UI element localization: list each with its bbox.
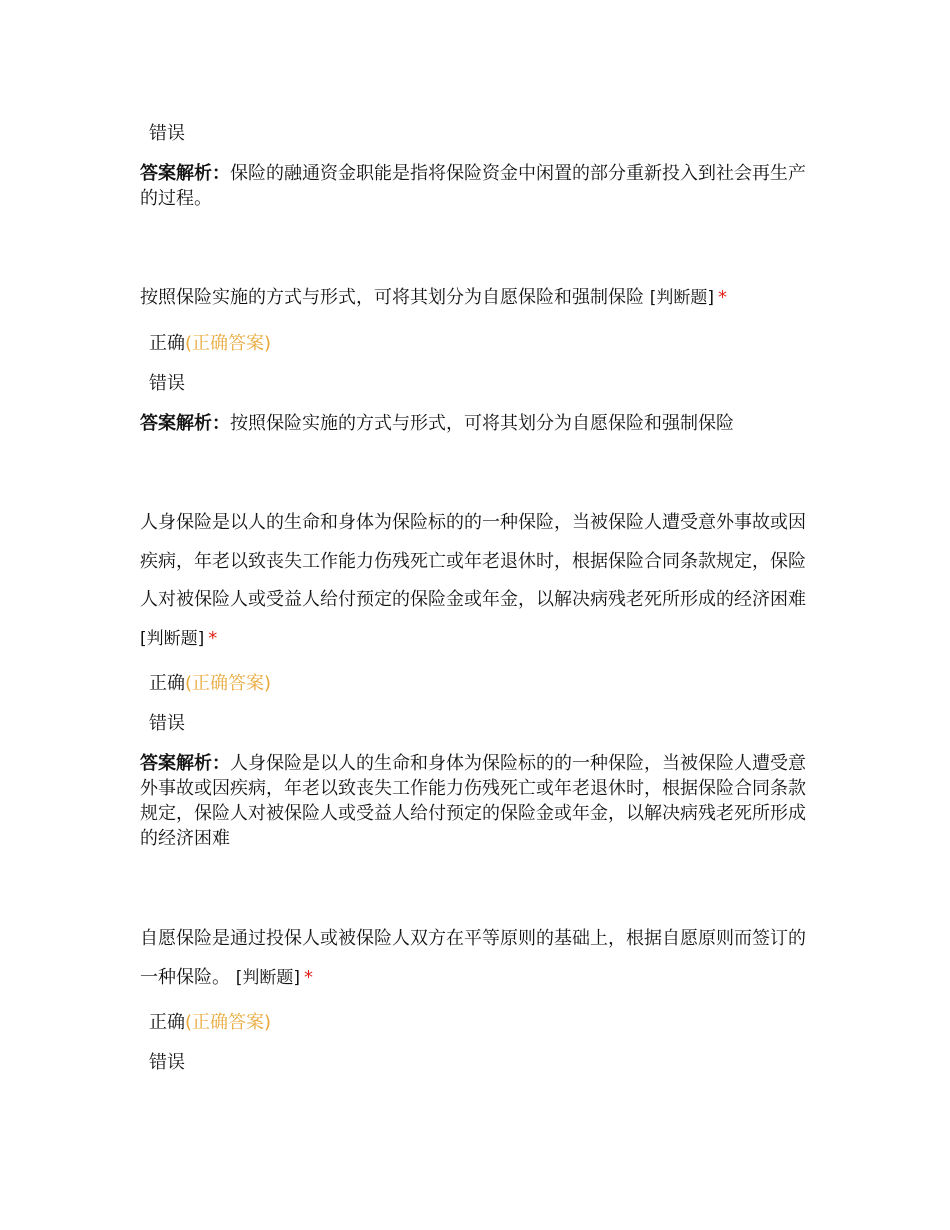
question-stem: 自愿保险是通过投保人或被保险人双方在平等原则的基础上，根据自愿原则而签订的一种保险。 (140, 928, 806, 988)
answer-analysis (140, 411, 815, 436)
question-stem: 人身保险是以人的生命和身体为保险标的的一种保险，当被保险人遭受意外事故或因疾病，年老以致丧失工作能力伤残死亡或年老退休时，根据保险合同条款规定，保险人对被保险人或受益人给付预定的保险金或年金，以解决病残老死所形成的经济困难 (140, 512, 806, 610)
analysis-label: 答案解析： (140, 753, 230, 774)
option-wrong: 错误 (149, 713, 185, 734)
answer-analysis (140, 751, 815, 851)
analysis-label: 答案解析： (140, 412, 230, 434)
correct-answer-mark: (正确答案) (185, 332, 272, 354)
analysis-label: 答案解析： (140, 163, 230, 184)
correct-answer-mark: (正确答案) (185, 1012, 272, 1033)
question-type-tag: [判断题] (235, 967, 300, 988)
option-label: 正确 (149, 1012, 185, 1033)
question-block (140, 279, 815, 436)
analysis-text: 人身保险是以人的生命和身体为保险标的的一种保险，当被保险人遭受意外事故或因疾病，年老以致丧失工作能力伤残死亡或年老退休时，根据保险合同条款规定，保险人对被保险人或受益人给付预定的保险金或年金，以解决病残老死所形成的经济困难 (140, 753, 806, 849)
option-wrong: 错误 (149, 1052, 185, 1073)
option-correct (140, 332, 815, 356)
document-page (140, 0, 815, 1230)
question-type-tag: [判断题] (140, 628, 205, 649)
question-block (140, 504, 815, 851)
required-mark: * (718, 287, 727, 308)
option-correct (140, 1011, 815, 1035)
question-text (140, 279, 815, 318)
question-type-tag: [判断题] (649, 288, 714, 308)
required-mark: * (208, 627, 218, 649)
question-block-tail (140, 122, 815, 211)
analysis-text: 按照保险实施的方式与形式，可将其划分为自愿保险和强制保险 (230, 412, 734, 434)
required-mark: * (304, 966, 313, 988)
option-label: 正确 (149, 332, 185, 354)
option-label: 正确 (149, 673, 185, 694)
question-text (140, 504, 815, 658)
question-block (140, 920, 815, 1075)
option-wrong: 错误 (149, 123, 185, 144)
option-wrong: 错误 (149, 372, 185, 394)
question-text (140, 920, 815, 997)
correct-answer-mark: (正确答案) (185, 673, 272, 694)
analysis-text: 保险的融通资金职能是指将保险资金中闲置的部分重新投入到社会再生产的过程。 (140, 163, 806, 209)
question-stem: 按照保险实施的方式与形式，可将其划分为自愿保险和强制保险 (140, 287, 644, 308)
option-correct (140, 672, 815, 696)
answer-analysis (140, 161, 815, 211)
